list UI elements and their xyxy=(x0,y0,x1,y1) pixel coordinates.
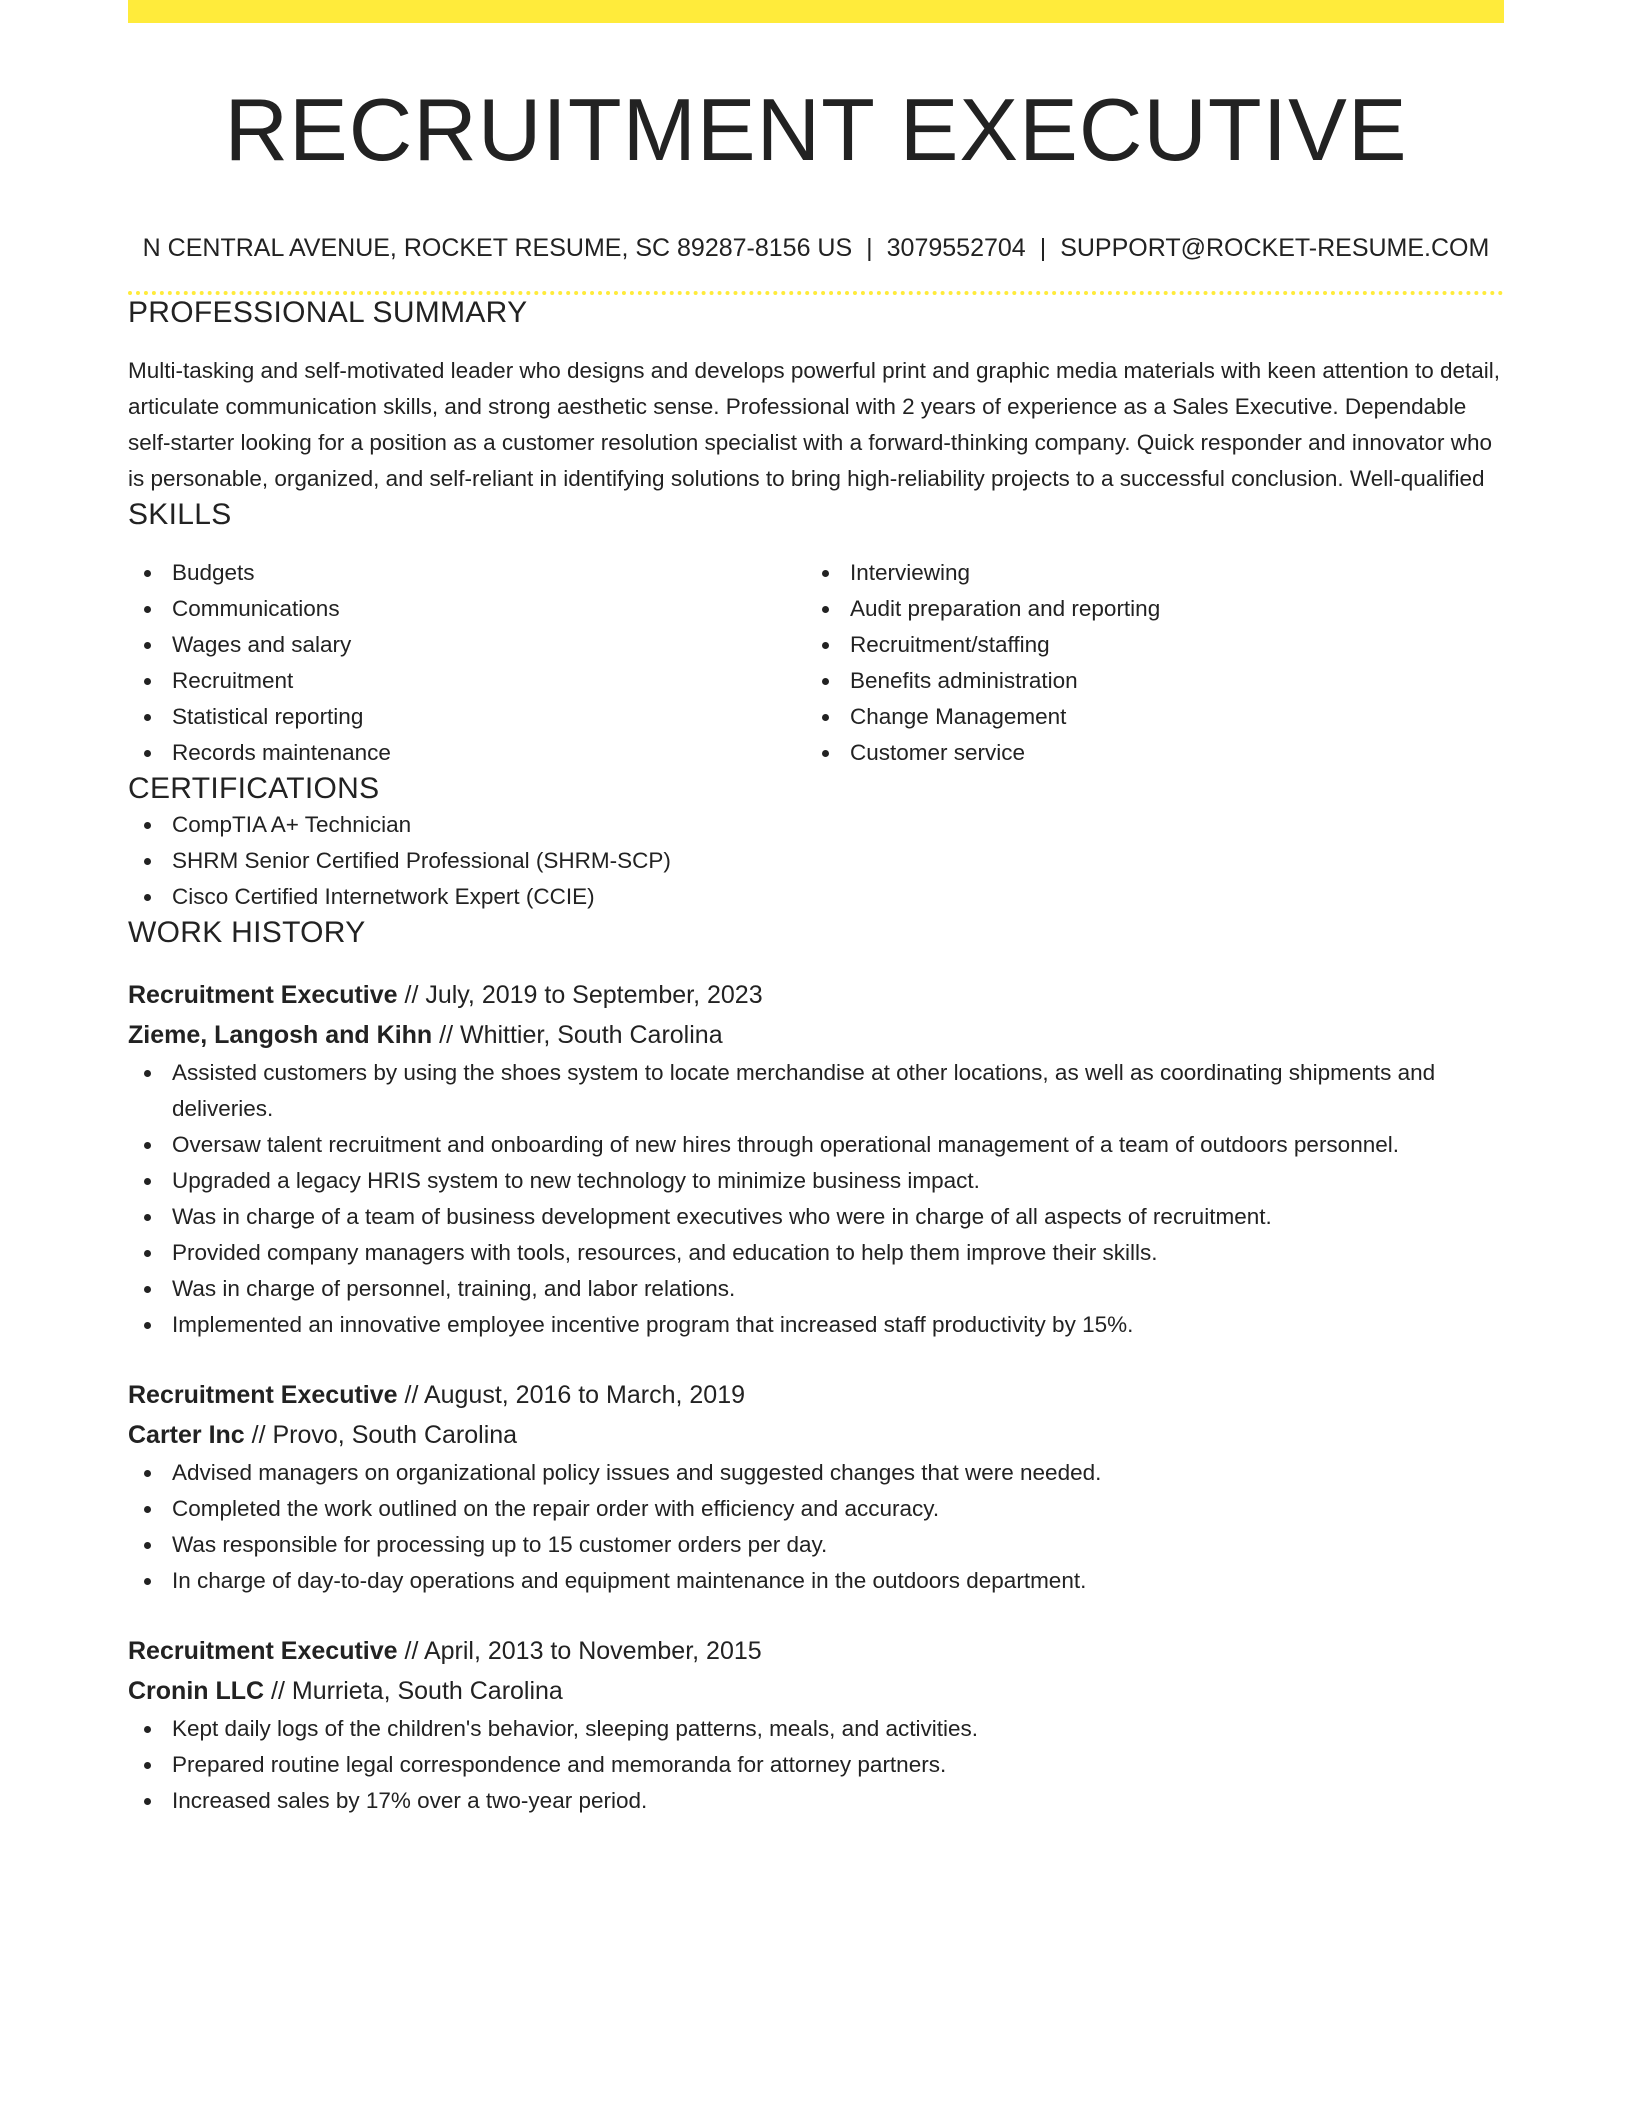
skills-column-right xyxy=(806,555,1484,771)
job-location: // Murrieta, South Carolina xyxy=(264,1677,563,1705)
bullet-icon xyxy=(822,678,829,685)
job-duty: Completed the work outlined on the repair order with efficiency and accuracy. xyxy=(128,1491,1504,1527)
job-duty: Increased sales by 17% over a two-year period. xyxy=(128,1783,1504,1819)
job-role-line xyxy=(128,1375,1504,1415)
bullet-icon xyxy=(144,1798,151,1805)
bullet-icon xyxy=(144,1542,151,1549)
bullet-icon xyxy=(144,1250,151,1257)
skill-item: Audit preparation and reporting xyxy=(806,591,1484,627)
skill-item: Communications xyxy=(128,591,806,627)
job-role-line xyxy=(128,975,1504,1015)
job-duty: Was in charge of personnel, training, and labor relations. xyxy=(128,1271,1504,1307)
job-dates: // July, 2019 to September, 2023 xyxy=(397,981,763,1009)
resume-content xyxy=(128,0,1504,1819)
job-entry xyxy=(128,975,1504,1343)
bullet-icon xyxy=(144,1178,151,1185)
bullet-icon xyxy=(822,642,829,649)
job-company: Carter Inc xyxy=(128,1421,245,1449)
contact-separator: | xyxy=(866,234,873,262)
job-company-line xyxy=(128,1415,1504,1455)
job-duty: Implemented an innovative employee incentive program that increased staff productivity by 15%. xyxy=(128,1307,1504,1343)
job-role: Recruitment Executive xyxy=(128,1381,398,1409)
bullet-icon xyxy=(144,642,151,649)
work-history-heading: WORK HISTORY xyxy=(128,916,366,949)
job-role: Recruitment Executive xyxy=(128,981,398,1009)
certifications-heading: CERTIFICATIONS xyxy=(128,772,380,805)
job-duty: Was in charge of a team of business development executives who were in charge of all aspects of recruitment. xyxy=(128,1199,1504,1235)
candidate-name: RECRUITMENT EXECUTIVE xyxy=(224,80,1408,179)
bullet-icon xyxy=(822,570,829,577)
summary-text: Multi-tasking and self-motivated leader who designs and develops powerful print and graphic media materials with keen attention to detail, articulate communication skills, and strong aesthetic sense. Professional with 2 years of experience as a Sales Executive. Dependable self-starter looking for a position as a customer resolution specialist with a forward-thinking company. Quick responder and innovator who is personable, organized, and self-reliant in identifying solutions to bring high-reliability projects to a successful conclusion. Well-qualified xyxy=(128,358,1501,491)
job-duty: Kept daily logs of the children's behavior, sleeping patterns, meals, and activities. xyxy=(128,1711,1504,1747)
job-location: // Provo, South Carolina xyxy=(244,1421,518,1449)
certification-item: SHRM Senior Certified Professional (SHRM-SCP) xyxy=(128,843,1504,879)
job-role: Recruitment Executive xyxy=(128,1637,398,1665)
bullet-icon xyxy=(144,894,151,901)
job-duty: Advised managers on organizational policy issues and suggested changes that were needed. xyxy=(128,1455,1504,1491)
job-duty: Upgraded a legacy HRIS system to new technology to minimize business impact. xyxy=(128,1163,1504,1199)
skills-list-left xyxy=(128,555,806,771)
job-company-line xyxy=(128,1671,1504,1711)
summary-heading: PROFESSIONAL SUMMARY xyxy=(128,296,528,329)
skills-list-right xyxy=(806,555,1484,771)
certification-item: CompTIA A+ Technician xyxy=(128,807,1504,843)
bullet-icon xyxy=(144,570,151,577)
job-entry xyxy=(128,1631,1504,1819)
job-duty: Assisted customers by using the shoes system to locate merchandise at other locations, as well as coordinating shipments and deliveries. xyxy=(128,1055,1504,1127)
job-company: Cronin LLC xyxy=(128,1677,265,1705)
bullet-icon xyxy=(144,678,151,685)
job-duties-list xyxy=(128,1455,1504,1599)
contact-email: SUPPORT@ROCKET-RESUME.COM xyxy=(1060,234,1490,262)
skill-item: Interviewing xyxy=(806,555,1484,591)
job-duty: Prepared routine legal correspondence and memoranda for attorney partners. xyxy=(128,1747,1504,1783)
certification-item: Cisco Certified Internetwork Expert (CCIE) xyxy=(128,879,1504,915)
bullet-icon xyxy=(144,750,151,757)
skill-item: Records maintenance xyxy=(128,735,806,771)
job-duty: Provided company managers with tools, resources, and education to help them improve their skills. xyxy=(128,1235,1504,1271)
skill-item: Benefits administration xyxy=(806,663,1484,699)
bullet-icon xyxy=(822,606,829,613)
bullet-icon xyxy=(144,606,151,613)
job-location: // Whittier, South Carolina xyxy=(432,1021,723,1049)
skill-item: Statistical reporting xyxy=(128,699,806,735)
bullet-icon xyxy=(144,1506,151,1513)
job-dates: // April, 2013 to November, 2015 xyxy=(397,1637,762,1665)
bullet-icon xyxy=(822,750,829,757)
job-company-line xyxy=(128,1015,1504,1055)
bullet-icon xyxy=(144,822,151,829)
bullet-icon xyxy=(144,1322,151,1329)
job-duties-list xyxy=(128,1055,1504,1343)
skill-item: Customer service xyxy=(806,735,1484,771)
bullet-icon xyxy=(144,714,151,721)
job-role-line xyxy=(128,1631,1504,1671)
contact-separator: | xyxy=(1039,234,1047,262)
bullet-icon xyxy=(144,1470,151,1477)
bullet-icon xyxy=(144,1762,151,1769)
job-duty: In charge of day-to-day operations and equipment maintenance in the outdoors department. xyxy=(128,1563,1504,1599)
bullet-icon xyxy=(144,1070,151,1077)
skill-item: Recruitment xyxy=(128,663,806,699)
skill-item: Recruitment/staffing xyxy=(806,627,1484,663)
contact-line xyxy=(128,233,1504,263)
bullet-icon xyxy=(144,1578,151,1585)
skill-item: Budgets xyxy=(128,555,806,591)
bullet-icon xyxy=(144,1214,151,1221)
job-company: Zieme, Langosh and Kihn xyxy=(128,1021,433,1049)
bullet-icon xyxy=(144,1286,151,1293)
contact-address: N CENTRAL AVENUE, ROCKET RESUME, SC 89287-8156 US xyxy=(142,234,853,262)
skills-grid xyxy=(128,555,1504,771)
bullet-icon xyxy=(144,1142,151,1149)
job-duty: Was responsible for processing up to 15 customer orders per day. xyxy=(128,1527,1504,1563)
bullet-icon xyxy=(144,1726,151,1733)
job-entry xyxy=(128,1375,1504,1599)
skill-item: Wages and salary xyxy=(128,627,806,663)
skills-heading: SKILLS xyxy=(128,498,232,531)
bullet-icon xyxy=(822,714,829,721)
skill-item: Change Management xyxy=(806,699,1484,735)
contact-phone: 3079552704 xyxy=(886,234,1026,262)
skills-column-left xyxy=(128,555,806,771)
job-dates: // August, 2016 to March, 2019 xyxy=(397,1381,745,1409)
certifications-list xyxy=(128,807,1504,915)
job-duties-list xyxy=(128,1711,1504,1819)
job-duty: Oversaw talent recruitment and onboarding of new hires through operational management of a team of outdoors personnel. xyxy=(128,1127,1504,1163)
bullet-icon xyxy=(144,858,151,865)
